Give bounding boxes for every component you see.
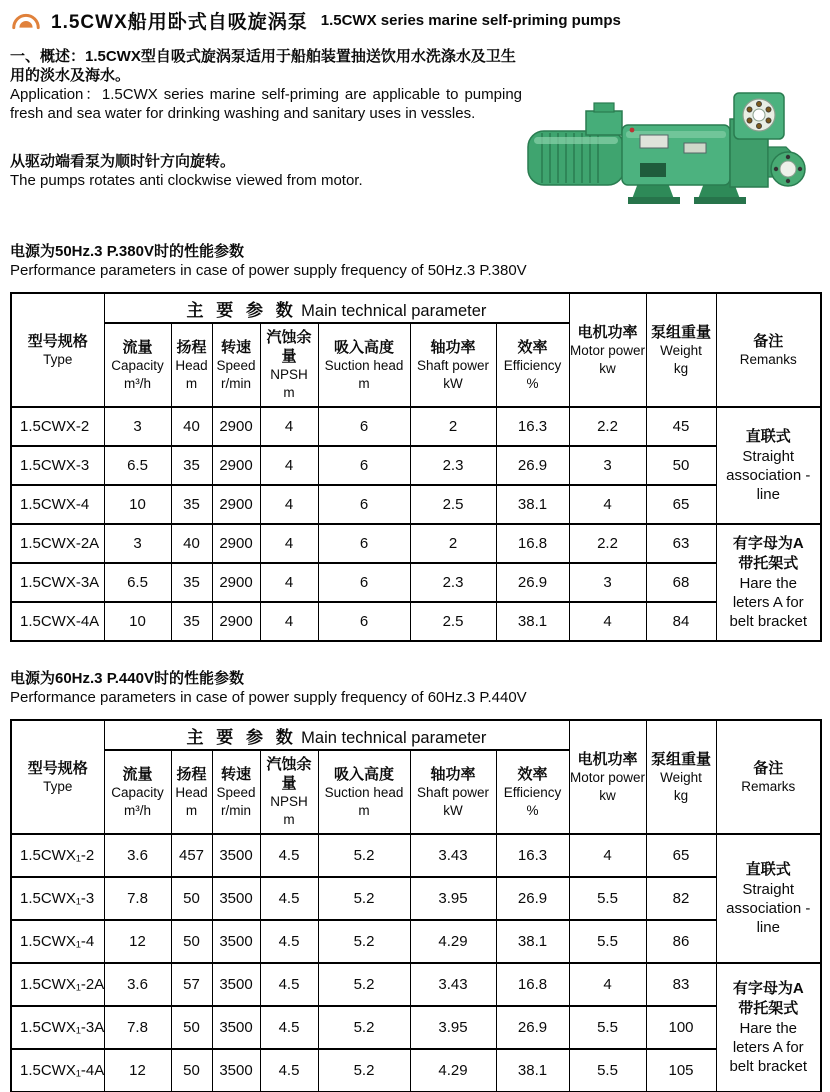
cell-type: 1.5CWX-2A (11, 524, 104, 563)
cell-npsh: 4 (260, 446, 318, 485)
cell-speed: 2900 (212, 485, 260, 524)
application-paragraph-en: Application：1.5CWX series marine self-priming are applicable to pumping fresh and sea water for drinking washing and sanitary uses in vessles. (10, 86, 522, 122)
col-header-speed: 转速 Speed r/min (212, 750, 260, 834)
cell-npsh: 4 (260, 485, 318, 524)
type-label-zh: 型号规格 (27, 332, 88, 350)
cell-weight: 105 (646, 1049, 716, 1092)
cell-npsh: 4 (260, 602, 318, 641)
header-group-row (11, 293, 821, 323)
cell-weight: 65 (646, 485, 716, 524)
cell-shaft: 2.5 (410, 485, 496, 524)
cell-efficiency: 26.9 (496, 446, 569, 485)
cell-weight: 65 (646, 834, 716, 877)
remark-belt-bracket: 有字母为A 带托架式 Hare the leters A for belt bracket (716, 963, 821, 1092)
cell-shaft: 2 (410, 524, 496, 563)
cell-motor-power: 4 (569, 834, 646, 877)
cell-suction: 5.2 (318, 1006, 410, 1049)
cell-npsh: 4 (260, 563, 318, 602)
cell-shaft: 2.3 (410, 446, 496, 485)
table-row (11, 602, 821, 641)
cell-motor-power: 5.5 (569, 1006, 646, 1049)
cell-speed: 3500 (212, 920, 260, 963)
remark-straight-line: 直联式 Straight association -line (716, 834, 821, 963)
cell-npsh: 4.5 (260, 877, 318, 920)
cell-speed: 3500 (212, 1049, 260, 1092)
col-header-npsh: 汽蚀余量 NPSH m (260, 323, 318, 407)
cell-motor-power: 4 (569, 485, 646, 524)
brand-sunrise-icon (10, 10, 42, 32)
col-header-shaft-power: 轴功率 Shaft power kW (410, 750, 496, 834)
cell-weight: 84 (646, 602, 716, 641)
table-row (11, 1006, 821, 1049)
cell-npsh: 4 (260, 524, 318, 563)
col-header-motor-power: 电机功率 Motor power kw (569, 293, 646, 407)
cell-type: 1.5CWX₁-2A (11, 963, 104, 1006)
product-image-column (522, 47, 823, 218)
cell-shaft: 4.29 (410, 920, 496, 963)
cell-capacity: 3 (104, 524, 171, 563)
caption-60hz-zh: 电源为60Hz.3 P.440V时的性能参数 (10, 670, 244, 687)
col-header-main-parameters (104, 293, 569, 323)
col-header-npsh: 汽蚀余量 NPSH m (260, 750, 318, 834)
cell-motor-power: 2.2 (569, 407, 646, 446)
cell-efficiency: 38.1 (496, 1049, 569, 1092)
cell-weight: 82 (646, 877, 716, 920)
cell-efficiency: 38.1 (496, 920, 569, 963)
cell-type: 1.5CWX₁-3A (11, 1006, 104, 1049)
cell-speed: 2900 (212, 602, 260, 641)
cell-motor-power: 5.5 (569, 877, 646, 920)
cell-capacity: 10 (104, 485, 171, 524)
table-row (11, 963, 821, 1006)
col-header-capacity: 流量 Capacity m³/h (104, 323, 171, 407)
cell-head: 50 (171, 1006, 212, 1049)
cell-type: 1.5CWX₁-4 (11, 920, 104, 963)
cell-head: 35 (171, 602, 212, 641)
cell-type: 1.5CWX₁-4A (11, 1049, 104, 1092)
col-header-suction-head: 吸入高度 Suction head m (318, 750, 410, 834)
cell-speed: 2900 (212, 407, 260, 446)
cell-head: 50 (171, 1049, 212, 1092)
table-row (11, 485, 821, 524)
cell-capacity: 3.6 (104, 963, 171, 1006)
remark-belt-bracket: 有字母为A 带托架式 Hare the leters A for belt bracket (716, 524, 821, 641)
cell-suction: 6 (318, 524, 410, 563)
overview-paragraph-zh: 一、概述：1.5CWX型自吸式旋涡泵适用于船舶装置抽送饮用水洗涤水及卫生用的淡水及海水。 (10, 48, 516, 84)
cell-efficiency: 38.1 (496, 485, 569, 524)
caption-50hz (10, 242, 820, 280)
cell-weight: 50 (646, 446, 716, 485)
caption-50hz-zh: 电源为50Hz.3 P.380V时的性能参数 (10, 243, 244, 260)
cell-capacity: 7.8 (104, 877, 171, 920)
cell-head: 40 (171, 407, 212, 446)
cell-head: 57 (171, 963, 212, 1006)
col-header-main-parameters: 主 要 参 数 Main technical parameter (104, 720, 569, 750)
cell-capacity: 12 (104, 1049, 171, 1092)
rotation-note-en: The pumps rotates anti clockwise viewed from motor. (10, 172, 363, 189)
col-header-remarks: 备注 Remarks (716, 720, 821, 834)
col-header-efficiency: 效率 Efficiency % (496, 323, 569, 407)
caption-60hz-en: Performance parameters in case of power supply frequency of 60Hz.3 P.440V (10, 689, 527, 706)
col-header-speed: 转速 Speed r/min (212, 323, 260, 407)
main-params-zh: 主 要 参 数 (186, 300, 297, 320)
cell-head: 50 (171, 920, 212, 963)
cell-npsh: 4.5 (260, 920, 318, 963)
cell-npsh: 4.5 (260, 963, 318, 1006)
col-header-efficiency: 效率 Efficiency % (496, 750, 569, 834)
col-header-weight: 泵组重量 Weight kg (646, 293, 716, 407)
col-header-suction-head: 吸入高度 Suction head m (318, 323, 410, 407)
cell-weight: 100 (646, 1006, 716, 1049)
cell-speed: 3500 (212, 877, 260, 920)
cell-capacity: 6.5 (104, 563, 171, 602)
cell-suction: 5.2 (318, 920, 410, 963)
cell-type: 1.5CWX-4 (11, 485, 104, 524)
cell-motor-power: 3 (569, 446, 646, 485)
cell-head: 50 (171, 877, 212, 920)
cell-shaft: 3.95 (410, 1006, 496, 1049)
cell-efficiency: 16.3 (496, 834, 569, 877)
table-row (11, 524, 821, 563)
cell-speed: 3500 (212, 963, 260, 1006)
cell-type: 1.5CWX₁-3 (11, 877, 104, 920)
cell-head: 457 (171, 834, 212, 877)
cell-motor-power: 4 (569, 602, 646, 641)
cell-efficiency: 16.8 (496, 524, 569, 563)
cell-efficiency: 26.9 (496, 1006, 569, 1049)
cell-weight: 68 (646, 563, 716, 602)
cell-efficiency: 16.3 (496, 407, 569, 446)
page-header (0, 0, 830, 34)
col-header-weight: 泵组重量 Weight kg (646, 720, 716, 834)
col-header-motor-power: 电机功率 Motor power kw (569, 720, 646, 834)
cell-suction: 6 (318, 485, 410, 524)
cell-type: 1.5CWX-2 (11, 407, 104, 446)
cell-suction: 5.2 (318, 963, 410, 1006)
intro-section (0, 34, 830, 218)
table-row (11, 920, 821, 963)
page-title-zh: 1.5CWX船用卧式自吸旋涡泵 (51, 12, 308, 33)
cell-type: 1.5CWX-3 (11, 446, 104, 485)
cell-head: 35 (171, 485, 212, 524)
cell-shaft: 2 (410, 407, 496, 446)
col-header-head: 扬程 Head m (171, 323, 212, 407)
table-row (11, 834, 821, 877)
cell-suction: 5.2 (318, 877, 410, 920)
type-label-en: Type (43, 351, 73, 367)
cell-shaft: 2.5 (410, 602, 496, 641)
cell-efficiency: 16.8 (496, 963, 569, 1006)
table-row (11, 877, 821, 920)
cell-efficiency: 26.9 (496, 877, 569, 920)
performance-table-50hz (10, 292, 822, 642)
cell-suction: 6 (318, 446, 410, 485)
cell-suction: 6 (318, 407, 410, 446)
cell-capacity: 12 (104, 920, 171, 963)
cell-efficiency: 38.1 (496, 602, 569, 641)
cell-suction: 6 (318, 563, 410, 602)
cell-head: 35 (171, 446, 212, 485)
cell-head: 40 (171, 524, 212, 563)
col-header-type (11, 293, 104, 407)
cell-capacity: 7.8 (104, 1006, 171, 1049)
cell-speed: 3500 (212, 834, 260, 877)
table-row (11, 407, 821, 446)
caption-50hz-en: Performance parameters in case of power supply frequency of 50Hz.3 P.380V (10, 262, 527, 279)
cell-shaft: 4.29 (410, 1049, 496, 1092)
cell-npsh: 4.5 (260, 1049, 318, 1092)
cell-speed: 2900 (212, 524, 260, 563)
cell-shaft: 2.3 (410, 563, 496, 602)
header-group-row (11, 720, 821, 750)
cell-shaft: 3.43 (410, 963, 496, 1006)
cell-efficiency: 26.9 (496, 563, 569, 602)
remark-straight-line: 直联式 Straight association -line (716, 407, 821, 524)
cell-speed: 3500 (212, 1006, 260, 1049)
main-params-en: Main technical parameter (301, 301, 487, 320)
col-header-remarks: 备注 Remanks (716, 293, 821, 407)
col-header-head: 扬程 Head m (171, 750, 212, 834)
cell-motor-power: 3 (569, 563, 646, 602)
cell-capacity: 6.5 (104, 446, 171, 485)
cell-npsh: 4.5 (260, 834, 318, 877)
cell-capacity: 10 (104, 602, 171, 641)
performance-table-60hz (10, 719, 822, 1092)
col-header-type: 型号规格 Type (11, 720, 104, 834)
rotation-note-zh: 从驱动端看泵为顺时针方向旋转。 (10, 153, 236, 170)
cell-speed: 2900 (212, 446, 260, 485)
cell-head: 35 (171, 563, 212, 602)
cell-weight: 63 (646, 524, 716, 563)
cell-npsh: 4.5 (260, 1006, 318, 1049)
cell-weight: 83 (646, 963, 716, 1006)
cell-capacity: 3 (104, 407, 171, 446)
cell-suction: 6 (318, 602, 410, 641)
cell-shaft: 3.43 (410, 834, 496, 877)
cell-npsh: 4 (260, 407, 318, 446)
cell-weight: 86 (646, 920, 716, 963)
table-row (11, 563, 821, 602)
table-row (11, 446, 821, 485)
cell-suction: 5.2 (318, 834, 410, 877)
cell-motor-power: 5.5 (569, 1049, 646, 1092)
cell-shaft: 3.95 (410, 877, 496, 920)
page-title-en: 1.5CWX series marine self-priming pumps (320, 12, 621, 29)
cell-suction: 5.2 (318, 1049, 410, 1092)
intro-text-column (10, 47, 522, 218)
pump-product-image (522, 91, 807, 218)
cell-speed: 2900 (212, 563, 260, 602)
col-header-capacity: 流量 Capacity m³/h (104, 750, 171, 834)
table-row (11, 1049, 821, 1092)
cell-motor-power: 5.5 (569, 920, 646, 963)
cell-weight: 45 (646, 407, 716, 446)
cell-type: 1.5CWX-3A (11, 563, 104, 602)
cell-type: 1.5CWX₁-2 (11, 834, 104, 877)
col-header-shaft-power: 轴功率 Shaft power kW (410, 323, 496, 407)
cell-motor-power: 2.2 (569, 524, 646, 563)
cell-type: 1.5CWX-4A (11, 602, 104, 641)
cell-motor-power: 4 (569, 963, 646, 1006)
cell-capacity: 3.6 (104, 834, 171, 877)
caption-60hz (10, 669, 820, 707)
